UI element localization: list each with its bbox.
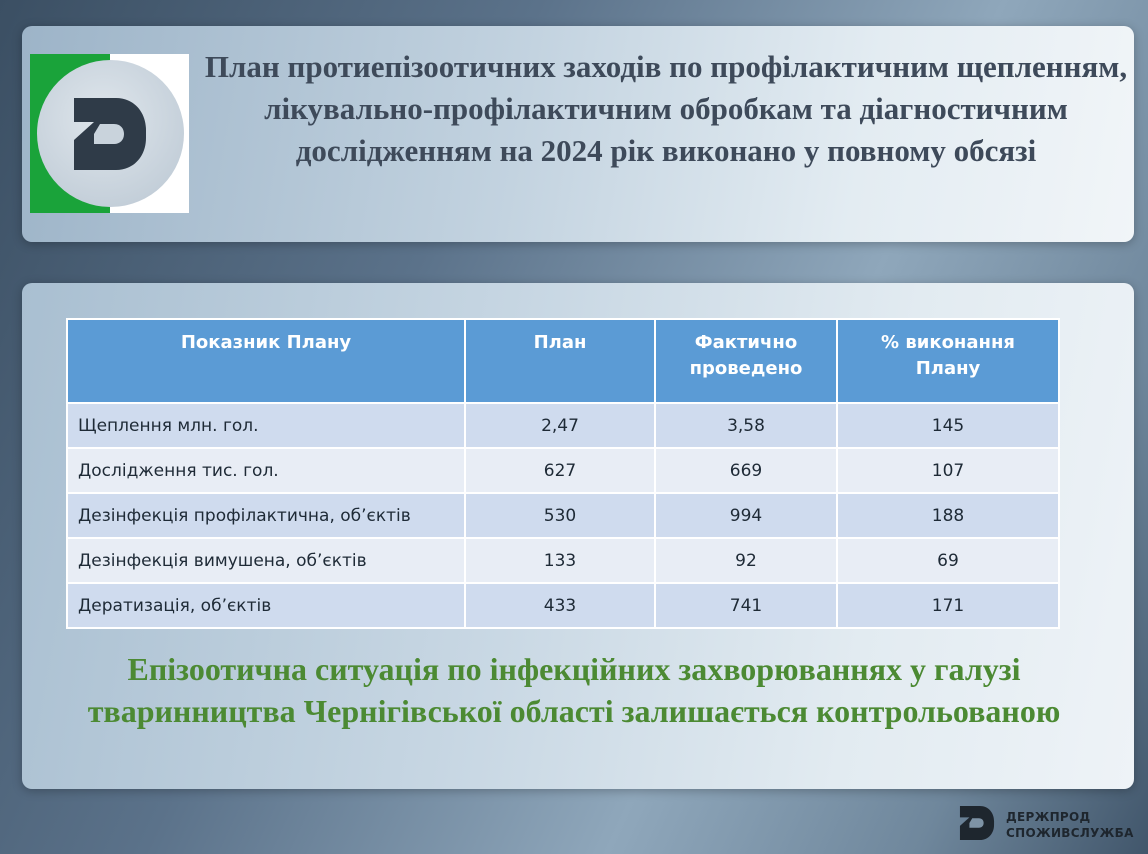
logo [30,54,189,213]
column-header-actual: Фактично проведено [655,319,837,403]
table-row [67,583,1059,628]
table-cell: 145 [837,403,1059,448]
table-row [67,538,1059,583]
table-cell: 171 [837,583,1059,628]
conclusion-text: Епізоотична ситуація по інфекційних захворюваннях у галузі тваринництва Чернігівської області залишається контрольованою [87,651,1061,729]
d-logo-icon [958,805,996,841]
table-cell: 3,58 [655,403,837,448]
table-row [67,403,1059,448]
column-header-plan: План [465,319,655,403]
table-cell: 2,47 [465,403,655,448]
table-cell: Щеплення млн. гол. [67,403,465,448]
table-row [67,493,1059,538]
table-cell: 627 [465,448,655,493]
table-cell: 530 [465,493,655,538]
table-cell: 669 [655,448,837,493]
table-cell: 741 [655,583,837,628]
brand-line-2: СПОЖИВСЛУЖБА [1006,826,1134,840]
table-cell: Дезінфекція вимушена, об’єктів [67,538,465,583]
table-cell: 994 [655,493,837,538]
table-header-row [67,319,1059,403]
table-row [67,448,1059,493]
table-cell: 92 [655,538,837,583]
table-cell: 433 [465,583,655,628]
table-cell: 188 [837,493,1059,538]
brand-line-1: ДЕРЖПРОД [1006,810,1091,824]
table-cell: 69 [837,538,1059,583]
table-cell: Дезінфекція профілактична, об’єктів [67,493,465,538]
table-cell: Дослідження тис. гол. [67,448,465,493]
column-header-indicator: Показник Плану [67,319,465,403]
page-title: План протиепізоотичних заходів по профілактичним щепленням, лікувально-профілактичним обробкам та діагностичним дослідженням на 2024 рік виконано у повному обсязі [204,49,1128,168]
column-header-percent: % виконання Плану [837,319,1059,403]
table-cell: 107 [837,448,1059,493]
brand-footer [958,805,1144,845]
table-cell: Дератизація, об’єктів [67,583,465,628]
d-logo-icon [70,94,150,174]
table-cell: 133 [465,538,655,583]
plan-table [66,318,1060,629]
